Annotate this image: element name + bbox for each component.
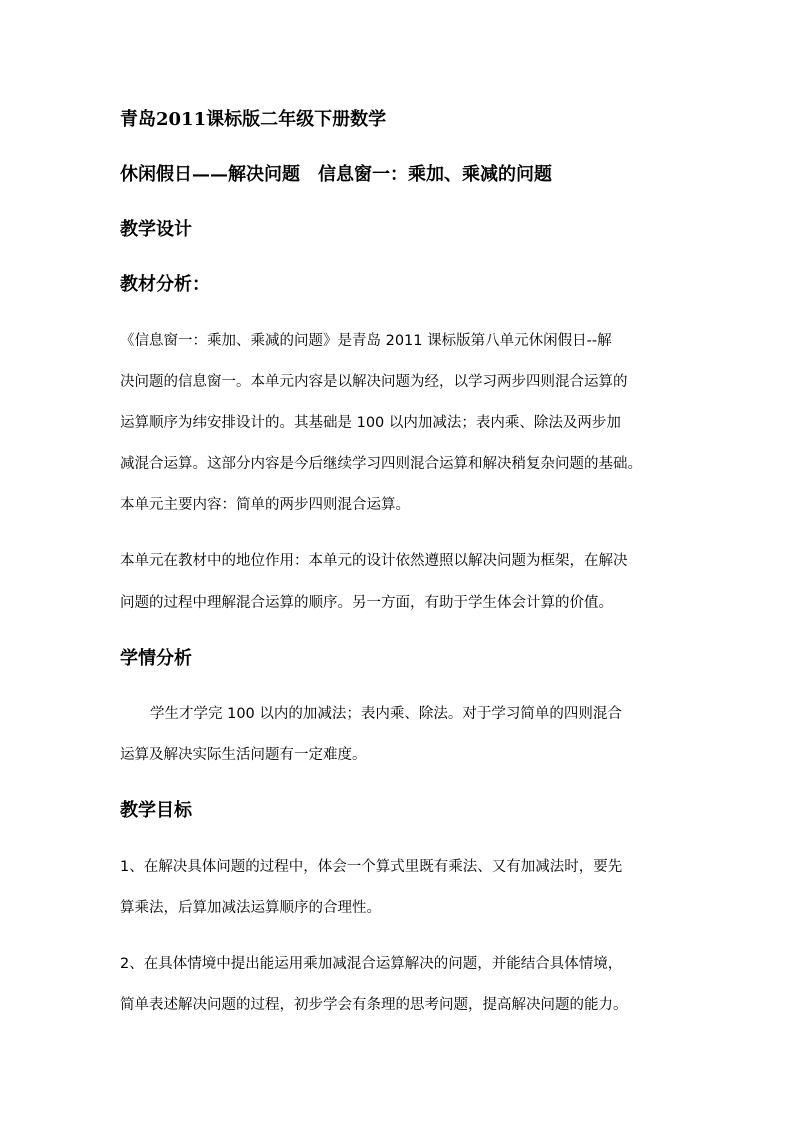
material-paragraph-line: 本单元主要内容：简单的两步四则混合运算。 [120,497,410,513]
goal-2-line: 简单表述解决问题的过程，初步学会有条理的思考问题，提高解决问题的能力。 [120,997,628,1013]
material-paragraph-line: 决问题的信息窗一。本单元内容是以解决问题为经，以学习两步四则混合运算的 [120,374,628,390]
document-title: 青岛2011课标版二年级下册数学 [120,109,387,130]
material-paragraph-line: 《信息窗一：乘加、乘减的问题》是青岛 2011 课标版第八单元休闲假日--解 [120,333,612,349]
heading-teaching-goals: 教学目标 [120,800,192,821]
lesson-subtitle: 休闲假日——解决问题 信息窗一：乘加、乘减的问题 [120,164,552,185]
heading-student-analysis: 学情分析 [120,648,192,669]
role-paragraph-line: 本单元在教材中的地位作用：本单元的设计依然遵照以解决问题为框架，在解决 [120,553,628,569]
role-paragraph-line: 问题的过程中理解混合运算的顺序。另一方面，有助于学生体会计算的价值。 [120,595,613,611]
student-paragraph-line: 运算及解决实际生活问题有一定难度。 [120,747,367,763]
material-paragraph-line: 运算顺序为纬安排设计的。其基础是 100 以内加减法；表内乘、除法及两步加 [120,415,621,431]
goal-2-line: 2、在具体情境中提出能运用乘加减混合运算解决的问题，并能结合具体情境， [120,956,623,972]
goal-1-line: 1、在解决具体问题的过程中，体会一个算式里既有乘法、又有加减法时，要先 [120,859,623,875]
heading-material-analysis: 教材分析： [120,274,210,295]
material-paragraph-line: 减混合运算。这部分内容是今后继续学习四则混合运算和解决稍复杂问题的基础。 [120,456,642,472]
goal-1-line: 算乘法，后算加减法运算顺序的合理性。 [120,900,381,916]
student-paragraph-line: 学生才学完 100 以内的加减法；表内乘、除法。对于学习简单的四则混合 [150,706,622,722]
heading-teaching-design: 教学设计 [120,219,192,240]
